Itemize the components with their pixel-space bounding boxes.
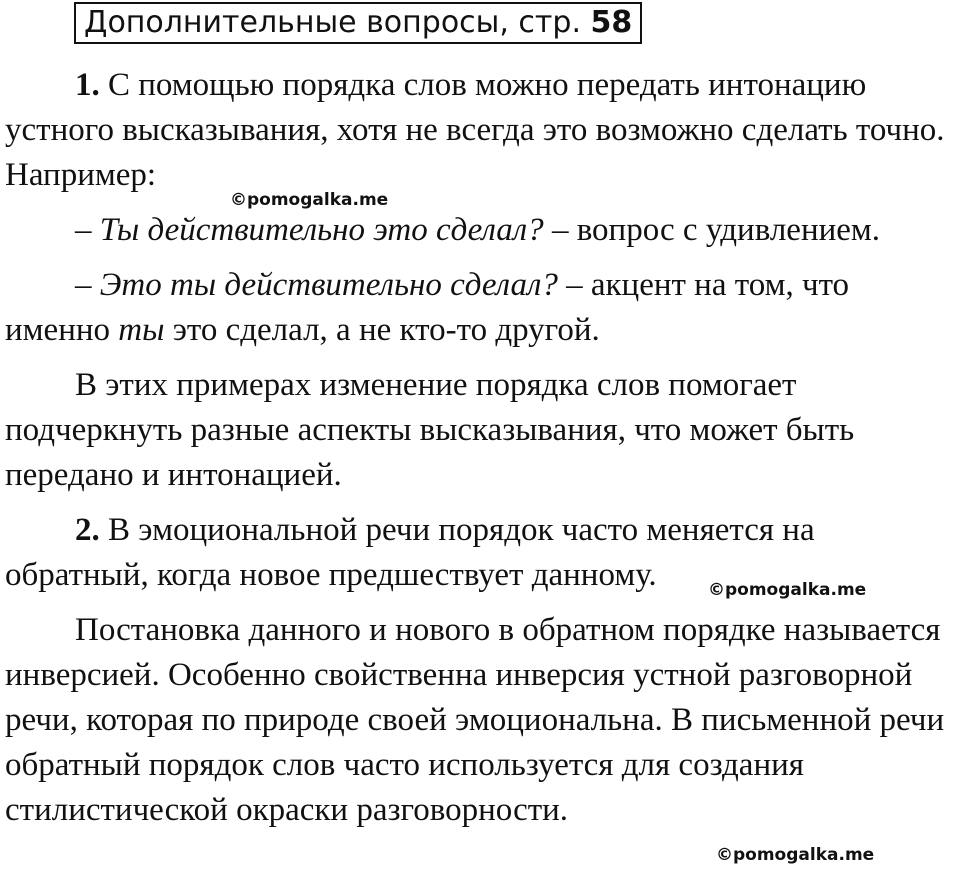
paragraph-6	[5, 608, 955, 833]
emphasized-word: ты	[118, 312, 165, 348]
item-number-2: 2.	[75, 512, 100, 548]
dash: –	[75, 267, 100, 303]
answer-text	[5, 63, 955, 843]
dash: –	[75, 212, 100, 248]
item-number-1: 1.	[75, 67, 100, 103]
example-sentence-1: Ты действительно это сделал?	[99, 212, 544, 248]
paragraph-2-text: – вопрос с удивлением.	[543, 212, 881, 248]
paragraph-4-text: В этих примерах изменение порядка слов помогает подчеркнуть разные аспекты высказывания, что может быть передано и интонацией.	[5, 367, 855, 493]
heading-text: Дополнительные вопросы, стр.	[84, 5, 591, 40]
watermark: ©pomogalka.me	[716, 845, 875, 865]
paragraph-2	[5, 208, 955, 253]
paragraph-1	[5, 63, 955, 198]
paragraph-3-text-a: – акцент на том, что именно	[5, 267, 850, 348]
watermark: ©pomogalka.me	[708, 580, 867, 600]
paragraph-4	[5, 363, 955, 498]
watermark: ©pomogalka.me	[230, 190, 389, 210]
paragraph-3-text-b: это сделал, а не кто-то другой.	[164, 312, 600, 348]
paragraph-6-text: Постановка данного и нового в обратном порядке называется инверсией. Особенно свойственна инверсия устной разговорной речи, которая по природе своей эмоциональна. В письменной речи обратный порядок слов часто используется для создания стилистической окраски разговорности.	[5, 612, 945, 828]
paragraph-5-text: В эмоциональной речи порядок часто меняется на обратный, когда новое предшествует данному.	[5, 512, 815, 593]
example-sentence-2: Это ты действительно сделал?	[99, 267, 558, 303]
page-number: 58	[590, 5, 633, 40]
page-heading	[74, 2, 642, 44]
paragraph-3	[5, 263, 955, 353]
paragraph-1-text: С помощью порядка слов можно передать интонацию устного высказывания, хотя не всегда это возможно сделать точно. Например:	[5, 67, 945, 193]
